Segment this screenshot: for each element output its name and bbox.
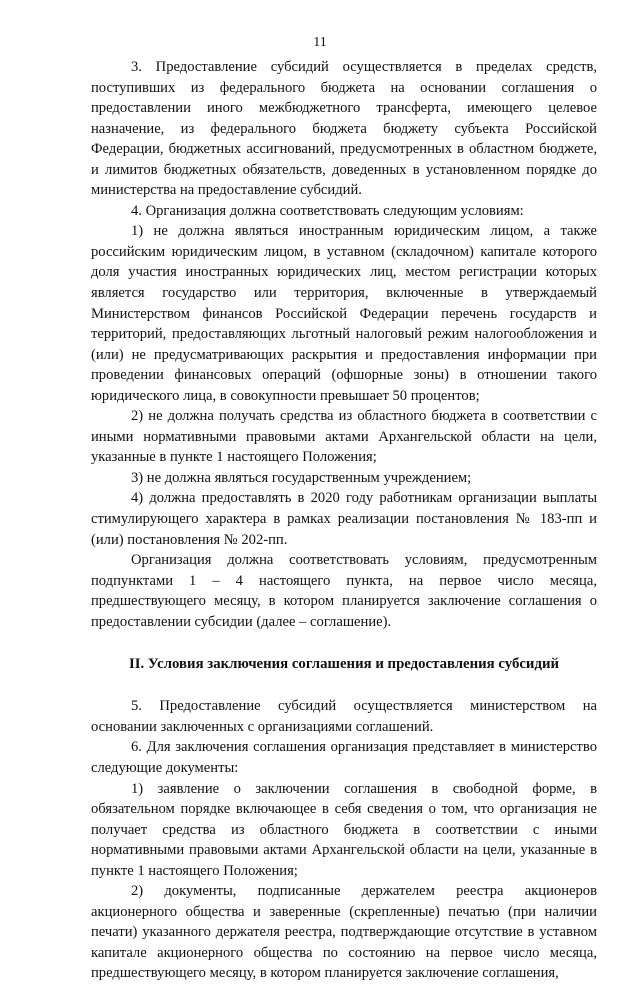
paragraph-item-5: 5. Предоставление субсидий осуществляется министерством на основании заключенных с организациями соглашений. [91, 698, 597, 735]
paragraph-item-4: 4. Организация должна соответствовать следующим условиям: [131, 202, 524, 219]
document-body [91, 57, 597, 984]
paragraph-item-3: 3. Предоставление субсидий осуществляется в пределах средств, поступивших из федерального бюджета на основании соглашения о предоставлении иного межбюджетного трансферта, имеющего целевое назначение, из федерального бюджета бюджету субъекта Российской Федерации, бюджетных ассигнований, предусмотренных в областном бюджете, и лимитов бюджетных обязательств, доведенных в установленном порядке до министерства на предоставление субсидий. [91, 59, 597, 199]
subitem-4-4: 4) должна предоставлять в 2020 году работникам организации выплаты стимулирующего характера в рамках реализации постановления № 183-пп и (или) постановления № 202-пп. [91, 490, 597, 548]
subitem-6-1: 1) заявление о заключении соглашения в свободной форме, в обязательном порядке включающее в себя сведения о том, что организация не получает средства из областного бюджета в соответствии с иными нормативными правовыми актами Архангельской области на цели, указанные в пункте 1 настоящего Положения; [91, 780, 597, 879]
paragraph-conditions-note: Организация должна соответствовать условиям, предусмотренным подпунктами 1 – 4 настоящего пункта, на первое число месяца, предшествующего месяцу, в котором планируется заключение соглашения о предоставлении субсидии (далее – соглашение). [91, 552, 597, 630]
section-heading: II. Условия заключения соглашения и предоставления субсидий [128, 656, 559, 673]
subitem-6-2: 2) документы, подписанные держателем реестра акционеров акционерного общества и заверенные (скрепленные) печатью (при наличии печати) указанного держателя реестра, подтверждающие отсутствие в уставном капитале акционерного общества по состоянию на первое число месяца, предшествующего месяцу, в котором планируется заключение соглашения, [91, 883, 597, 982]
subitem-4-3: 3) не должна являться государственным учреждением; [131, 469, 472, 486]
page-number: 11 [313, 35, 327, 50]
subitem-4-2: 2) не должна получать средства из областного бюджета в соответствии с иными нормативными правовыми актами Архангельской области на цели, указанные в пункте 1 настоящего Положения; [91, 408, 597, 466]
paragraph-item-6: 6. Для заключения соглашения организация представляет в министерство следующие документы: [91, 739, 597, 776]
subitem-4-1: 1) не должна являться иностранным юридическим лицом, а также российским юридическим лицом, в уставном (складочном) капитале которого доля участия иностранных юридических лиц, местом регистрации которых является государство или территория, включенные в утверждаемый Министерством финансов Российской Федерации перечень государств и территорий, предоставляющих льготный налоговый режим налогообложения и (или) не предусматривающих раскрытия и предоставления информации при проведении финансовых операций (офшорные зоны) в отношении такого юридического лица, в совокупности превышает 50 процентов; [91, 223, 597, 404]
